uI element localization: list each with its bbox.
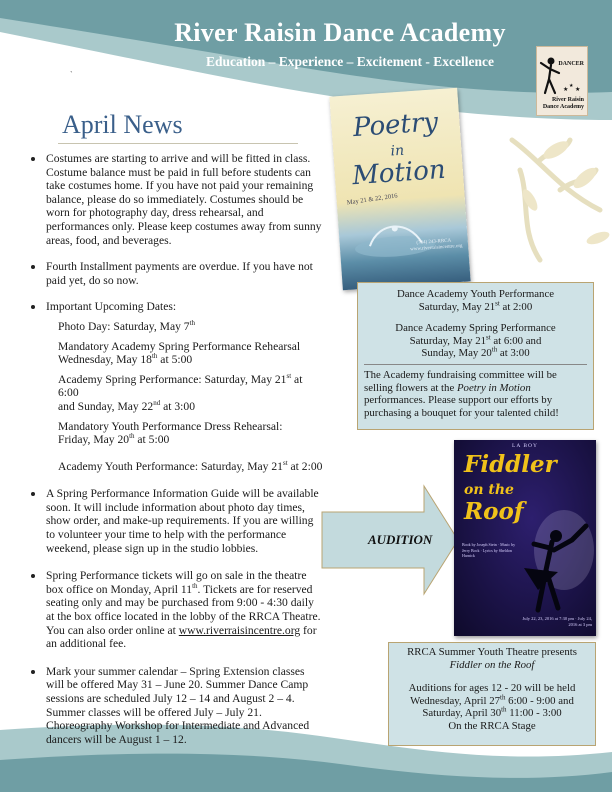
news-item-tickets: Spring Performance tickets will go on sale in the theatre box office on Monday, April 11th. Tickets are for reserved seating only and may be purchased from 9:00 - 4:30 daily at the box office located in the lobby of the RRCA Theatre. You can also order online at www.riverraisincentre.org for an additional fee.	[28, 569, 324, 651]
poster2-dates: July 22, 23, 2016 at 7:30 pm · July 24, 2016 at 3 pm	[522, 616, 592, 627]
svg-text:★: ★	[575, 87, 581, 93]
date-photo-day: Photo Day: Saturday, May 7th	[58, 319, 196, 333]
news-item-info-guide: A Spring Performance Information Guide will be available soon. It will include information about photo day times, show order, and make-up requirements. If you are willing to volunteer your time to help with the performance weekend, please sign up in the studio lobbies.	[28, 487, 324, 555]
news-content	[28, 152, 324, 746]
logo-line-3: Dance Academy	[542, 104, 584, 110]
fiddler-on-the-roof-poster	[454, 440, 596, 636]
info-fundraising: The Academy fundraising committee will be selling flowers at the Poetry in Motion performances. Please support our efforts by purchasing a bouquet for your talented child!	[364, 368, 559, 419]
poster2-credits: Book by Joseph Stein · Music by Jerry Bock · Lyrics by Sheldon Harnick	[462, 542, 516, 558]
svg-text:★: ★	[563, 87, 569, 93]
stray-mark: `	[70, 70, 73, 79]
theatre-website-link[interactable]: www.riverraisincentre.org	[178, 623, 301, 637]
header-title: River Raisin Dance Academy	[174, 18, 506, 47]
aud-ages: Auditions for ages 12 - 20 will be held	[408, 682, 576, 695]
info-spring-title: Dance Academy Spring Performance	[395, 322, 556, 335]
poster1-contact: (734) 243-RRCA www.riverraisincentre.org	[410, 238, 463, 253]
news-item-installment: Fourth Installment payments are overdue. If you have not paid yet, do so now.	[28, 260, 324, 287]
news-item-costumes: Costumes are starting to arrive and will be fitted in class. Costume balance must be paid in full before students can take costumes home. If you have not paid your remaining balance, please do so immediately. Costumes should be worn for photography day, dress rehearsal, and performances only. Please keep costumes away from sunny areas, food, and beverages.	[28, 152, 324, 247]
poster2-top-text: LA BOY	[511, 443, 538, 449]
news-item-dates: Important Upcoming Dates:	[28, 300, 324, 314]
aud-date-1: Wednesday, April 27th 6:00 - 9:00 and	[410, 693, 574, 707]
logo-line-2: River Raisin	[551, 97, 584, 103]
floral-leaf	[585, 229, 611, 247]
news-title: April News	[62, 110, 183, 139]
poster1-title: Poetry in Motion	[351, 107, 447, 192]
aud-location: On the RRCA Stage	[448, 719, 536, 732]
date-spring-performance: Academy Spring Performance: Saturday, May 21st at 6:00 and Sunday, May 22nd at 3:00	[58, 371, 303, 413]
performance-info-box	[357, 282, 594, 430]
info-divider	[364, 364, 587, 365]
poster1-date: May 21 & 22, 2016	[346, 192, 399, 207]
info-youth-date: Saturday, May 21st at 2:00	[418, 299, 533, 313]
aud-presenter: RRCA Summer Youth Theatre presents	[407, 646, 577, 658]
news-item-summer: Mark your summer calendar – Spring Extension classes will be offered May 31 – June 20. Summer Dance Camp sessions are scheduled July 12 – 14 and August 2 – 4. Summer classes will be offered July – July 21. Choreography Workshop for Intermediate and Advanced dancers will be August 1 – 12.	[28, 665, 324, 747]
info-spring-date: Saturday, May 21st at 6:00 and Sunday, May 20th at 3:00	[409, 333, 542, 360]
poetry-in-motion-poster	[329, 88, 470, 290]
info-youth-title: Dance Academy Youth Performance	[396, 288, 555, 300]
fiddler-silhouette-icon	[454, 440, 596, 636]
aud-show-title: Fiddler on the Roof	[449, 658, 535, 671]
header-tagline: Education – Experience – Excitement - Excellence	[206, 54, 494, 69]
poster2-title: Fiddler on the Roof	[464, 451, 557, 525]
audition-info-box	[388, 642, 596, 746]
audition-arrow-label: AUDITION	[368, 532, 433, 547]
logo-line-1: DANCER	[558, 61, 584, 67]
svg-text:★: ★	[569, 84, 574, 89]
date-youth-dress-rehearsal: Mandatory Youth Performance Dress Rehearsal: Friday, May 20th at 5:00	[58, 419, 283, 447]
academy-logo	[536, 46, 588, 116]
news-title-rule	[58, 143, 298, 144]
aud-date-2: Saturday, April 30th 11:00 - 3:00	[422, 705, 562, 720]
date-spring-rehearsal: Mandatory Academy Spring Performance Rehearsal Wednesday, May 18th at 5:00	[58, 339, 301, 367]
date-youth-performance: Academy Youth Performance: Saturday, May 21st at 2:00	[58, 458, 323, 473]
